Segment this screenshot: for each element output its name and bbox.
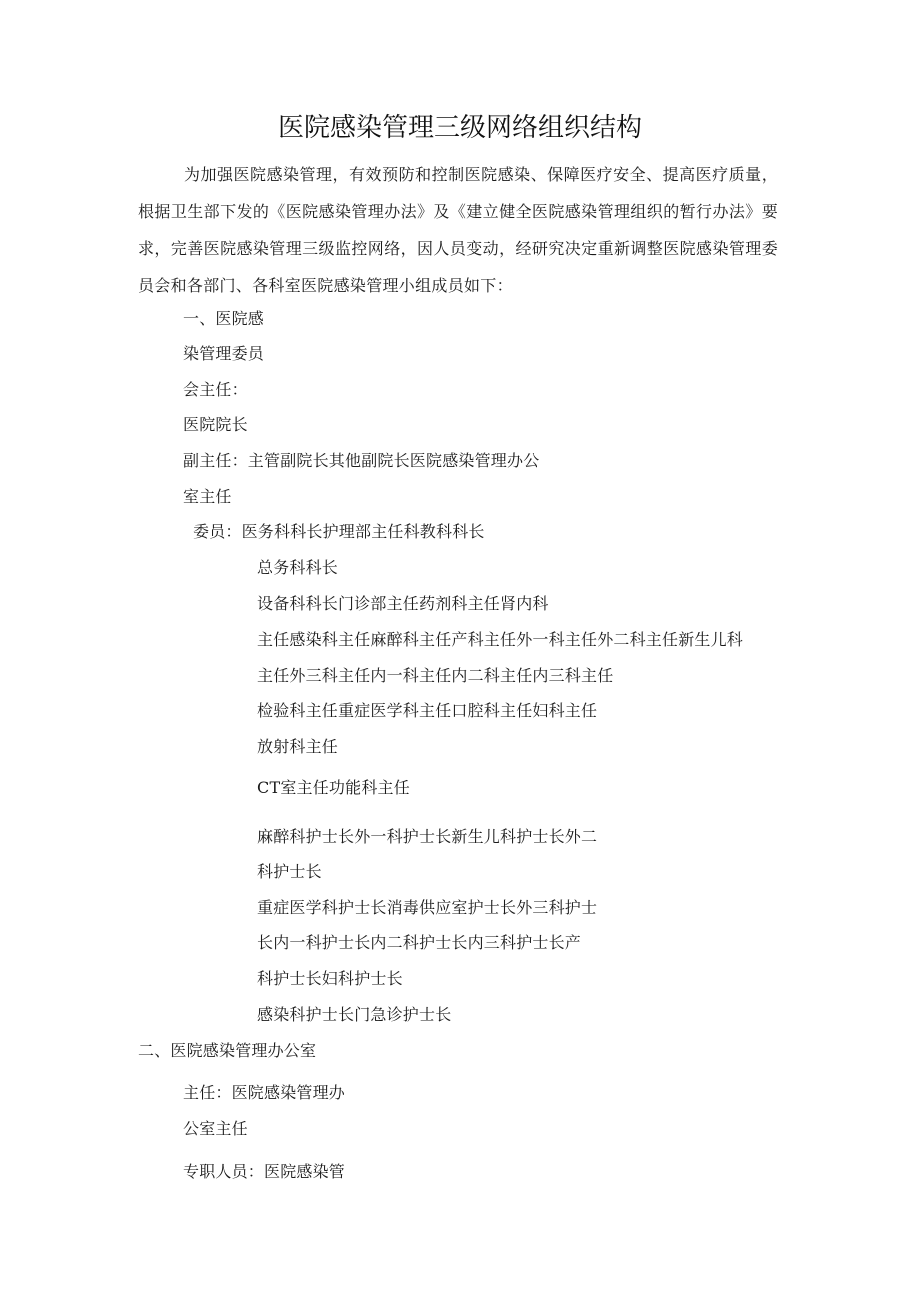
section1-line: 麻醉科护士长外一科护士长新生儿科护士长外二 bbox=[257, 827, 598, 846]
section1-line: 室主任 bbox=[183, 487, 232, 506]
section1-line: 医院院长 bbox=[183, 415, 248, 434]
intro-paragraph: 为加强医院感染管理，有效预防和控制医院感染、保障医疗安全、提高医疗质量，根据卫生部下发的《医院感染管理办法》及《建立健全医院感染管理组织的暂行办法》要求，完善医院感染管理三级监控网络，因人员变动，经研究决定重新调整医院感染管理委员会和各部门、各科室医院感染管理小组成员如下： bbox=[138, 165, 778, 295]
section1-line: 染管理委员 bbox=[183, 344, 265, 363]
section1-line: 放射科主任 bbox=[257, 737, 339, 756]
section1-line: 委员：医务科科长护理部主任科教科科长 bbox=[193, 522, 485, 541]
document-title: 医院感染管理三级网络组织结构 bbox=[277, 113, 642, 143]
section1-line: CT室主任功能科主任 bbox=[257, 778, 410, 797]
section2-line: 主任：医院感染管理办 bbox=[183, 1083, 346, 1102]
section1-line: 主任外三科主任内一科主任内二科主任内三科主任 bbox=[257, 666, 614, 685]
section1-line: 长内一科护士长内二科护士长内三科护士长产 bbox=[257, 933, 582, 952]
section1-line: 科护士长 bbox=[257, 862, 322, 881]
section1-line: 检验科主任重症医学科主任口腔科主任妇科主任 bbox=[257, 701, 598, 720]
section1-line: 总务科科长 bbox=[257, 558, 339, 577]
section1-line: 一、医院感 bbox=[183, 309, 265, 328]
section1-line: 会主任： bbox=[183, 380, 248, 399]
section1-line: 副主任：主管副院长其他副院长医院感染管理办公 bbox=[183, 451, 540, 470]
section2-heading: 二、医院感染管理办公室 bbox=[138, 1041, 317, 1060]
section2-line: 公室主任 bbox=[183, 1119, 248, 1138]
section1-line: 重症医学科护士长消毒供应室护士长外三科护士 bbox=[257, 898, 598, 917]
section1-line: 设备科科长门诊部主任药剂科主任肾内科 bbox=[257, 594, 549, 613]
section1-line: 感染科护士长门急诊护士长 bbox=[257, 1005, 452, 1024]
section1-line: 科护士长妇科护士长 bbox=[257, 969, 403, 988]
section2-line: 专职人员：医院感染管 bbox=[183, 1162, 346, 1181]
section1-line: 主任感染科主任麻醉科主任产科主任外一科主任外二科主任新生儿科 bbox=[257, 630, 744, 649]
